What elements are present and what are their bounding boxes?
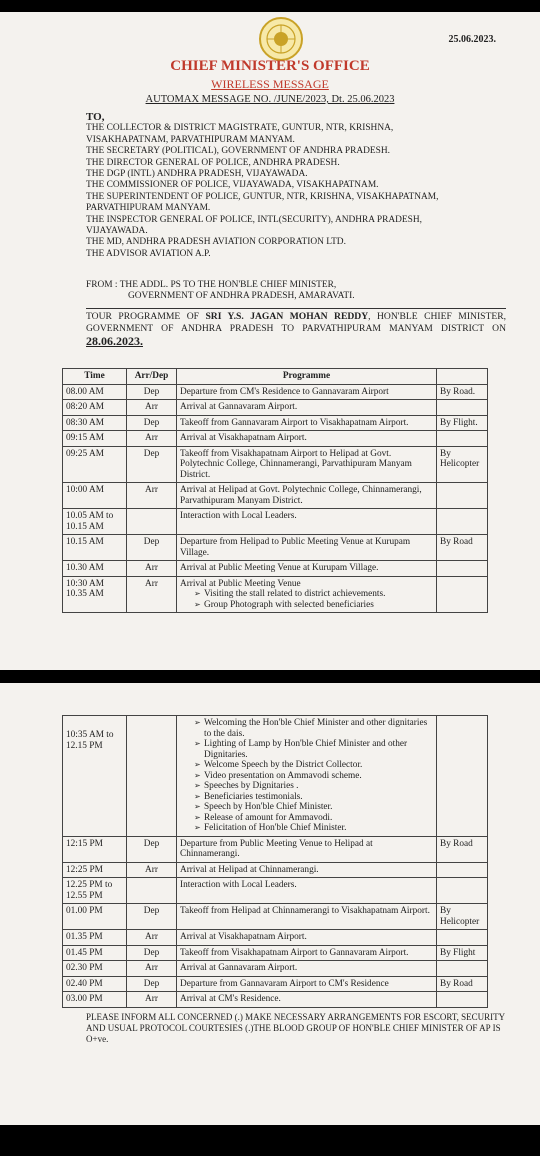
from-block <box>86 280 506 303</box>
tour-text: TOUR PROGRAMME OF <box>86 311 206 322</box>
mode-cell <box>437 431 488 447</box>
programme-header: Programme <box>177 369 437 385</box>
arrdep-cell: Arr <box>127 961 177 977</box>
programme-cell <box>177 576 437 613</box>
arrdep-cell <box>127 509 177 535</box>
table-row <box>63 862 488 878</box>
time-cell: 08.00 AM <box>63 384 127 400</box>
table-row <box>63 400 488 416</box>
programme-cell: Arrival at Gannavaram Airport. <box>177 400 437 416</box>
list-item: ➢ Welcome Speech by the District Collector. <box>194 760 433 771</box>
arrdep-header: Arr/Dep <box>127 369 177 385</box>
list-item: ➢ Speech by Hon'ble Chief Minister. <box>194 802 433 813</box>
document-page-2 <box>0 683 540 1125</box>
time-value: 10:35 AM to 12.15 PM <box>66 730 114 751</box>
list-item: ➢ Beneficiaries testimonials. <box>194 792 433 803</box>
addressee-line: THE SECRETARY (POLITICAL), GOVERNMENT OF ANDHRA PRADESH. <box>86 146 390 157</box>
arrdep-cell: Dep <box>127 904 177 930</box>
arrdep-cell: Dep <box>127 836 177 862</box>
addressee-line: THE DGP (INTL) ANDHRA PRADESH, VIJAYAWADA. <box>86 169 308 180</box>
arrdep-cell: Arr <box>127 483 177 509</box>
from-line: GOVERNMENT OF ANDHRA PRADESH, AMARAVATI. <box>128 291 355 302</box>
message-type: WIRELESS MESSAGE <box>211 77 329 91</box>
table-row <box>63 446 488 483</box>
list-item: ➢ Visiting the stall related to district achievements. <box>194 589 433 600</box>
mode-cell: By Road. <box>437 384 488 400</box>
mode-cell: By Helicopter <box>437 446 488 483</box>
arrdep-cell: Dep <box>127 415 177 431</box>
addressee-line: THE COLLECTOR & DISTRICT MAGISTRATE, GUNTUR, NTR, KRISHNA, <box>86 123 394 134</box>
programme-cell: Arrival at Visakhapatnam Airport. <box>177 431 437 447</box>
arrdep-cell: Arr <box>127 992 177 1008</box>
table-row <box>63 992 488 1008</box>
addressee-line: THE ADVISOR AVIATION A.P. <box>86 248 211 259</box>
programme-cell: Departure from Public Meeting Venue to Helipad at Chinnamerangi. <box>177 836 437 862</box>
tour-programme-heading <box>86 308 506 349</box>
schedule-table <box>62 368 488 613</box>
time-value: 10.35 AM <box>66 589 104 599</box>
mode-cell <box>437 862 488 878</box>
mode-cell <box>437 509 488 535</box>
mode-cell: By Helicopter <box>437 904 488 930</box>
mode-cell: By Flight. <box>437 415 488 431</box>
list-item: ➢ Welcoming the Hon'ble Chief Minister and other dignitaries to the dais. <box>194 718 433 739</box>
mode-cell <box>437 961 488 977</box>
programme-cell: Arrival at Helipad at Govt. Polytechnic College, Chinnamerangi, Parvathipuram Manyam District. <box>177 483 437 509</box>
time-cell <box>63 716 127 837</box>
to-label: TO, <box>86 111 105 123</box>
programme-cell: Interaction with Local Leaders. <box>177 878 437 904</box>
addressee-line: THE DIRECTOR GENERAL OF POLICE, ANDHRA PRADESH. <box>86 157 340 168</box>
arrdep-cell: Dep <box>127 976 177 992</box>
programme-cell: Departure from CM's Residence to Gannavaram Airport <box>177 384 437 400</box>
arrdep-cell: Arr <box>127 576 177 613</box>
mode-cell: By Road <box>437 976 488 992</box>
addressee-line: VISAKHAPATNAM, PARVATHIPURAM MANYAM. <box>86 134 295 145</box>
arrdep-cell <box>127 716 177 837</box>
meeting-items-list <box>180 589 433 610</box>
time-cell: 12:15 PM <box>63 836 127 862</box>
programme-cell: Arrival at Helipad at Chinnamerangi. <box>177 862 437 878</box>
time-cell: 03.00 PM <box>63 992 127 1008</box>
mode-cell <box>437 930 488 946</box>
table-header-row <box>63 369 488 385</box>
time-cell: 01.45 PM <box>63 945 127 961</box>
time-cell: 10.15 AM <box>63 535 127 561</box>
time-header: Time <box>63 369 127 385</box>
table-row <box>63 961 488 977</box>
table-row <box>63 483 488 509</box>
list-item: ➢ Release of amount for Ammavodi. <box>194 813 433 824</box>
arrdep-cell: Arr <box>127 431 177 447</box>
mode-cell <box>437 878 488 904</box>
addressee-line: THE INSPECTOR GENERAL OF POLICE, INTL(SECURITY), ANDHRA PRADESH, <box>86 214 422 225</box>
time-cell: 08:20 AM <box>63 400 127 416</box>
table-row <box>63 716 488 837</box>
programme-cell: Takeoff from Visakhapatnam Airport to Helipad at Govt. Polytechnic College, Chinnamerangi, Parvathipuram Manyam District. <box>177 446 437 483</box>
mode-cell <box>437 992 488 1008</box>
mode-cell <box>437 400 488 416</box>
tour-text: , HON'BLE CHIEF MINISTER, GOVERNMENT OF ANDHRA PRADESH TO PARVATHIPURAM MANYAM DISTRICT ON <box>86 311 506 334</box>
time-cell: 10.05 AM to 10.15 AM <box>63 509 127 535</box>
addressee-line: VIJAYAWADA. <box>86 226 148 237</box>
event-items-list <box>180 718 433 834</box>
arrdep-cell: Dep <box>127 384 177 400</box>
table-row <box>63 930 488 946</box>
mode-cell: By Flight <box>437 945 488 961</box>
addressee-line: THE SUPERINTENDENT OF POLICE, GUNTUR, NTR, KRISHNA, VISAKHAPATNAM, <box>86 191 439 202</box>
mode-cell <box>437 576 488 613</box>
time-cell: 02.30 PM <box>63 961 127 977</box>
mode-cell <box>437 483 488 509</box>
message-number: AUTOMAX MESSAGE NO. /JUNE/2023, Dt. 25.06.2023 <box>145 94 395 105</box>
list-item: ➢ Group Photograph with selected beneficiaries <box>194 600 433 611</box>
time-cell: 09:15 AM <box>63 431 127 447</box>
table-row <box>63 904 488 930</box>
mode-cell: By Road <box>437 836 488 862</box>
list-item: ➢ Lighting of Lamp by Hon'ble Chief Minister and other Dignitaries. <box>194 739 433 760</box>
addressee-line: PARVATHIPURAM MANYAM. <box>86 203 211 214</box>
arrdep-cell: Arr <box>127 930 177 946</box>
time-cell: 01.35 PM <box>63 930 127 946</box>
time-cell: 10:00 AM <box>63 483 127 509</box>
time-cell: 02.40 PM <box>63 976 127 992</box>
programme-cell: Interaction with Local Leaders. <box>177 509 437 535</box>
tour-date: 28.06.2023. <box>86 334 143 348</box>
time-cell <box>63 576 127 613</box>
table-row <box>63 561 488 577</box>
programme-cell: Takeoff from Helipad at Chinnamerangi to Visakhapatnam Airport. <box>177 904 437 930</box>
arrdep-cell: Dep <box>127 446 177 483</box>
programme-cell: Takeoff from Gannavaram Airport to Visakhapatnam Airport. <box>177 415 437 431</box>
table-row <box>63 535 488 561</box>
mode-header <box>437 369 488 385</box>
table-row <box>63 836 488 862</box>
addressee-block <box>86 112 506 260</box>
programme-cell: Arrival at Visakhapatnam Airport. <box>177 930 437 946</box>
arrdep-cell: Dep <box>127 535 177 561</box>
state-emblem-icon <box>258 16 304 62</box>
document-page-1 <box>0 12 540 670</box>
cm-name: SRI Y.S. JAGAN MOHAN REDDY <box>205 311 369 322</box>
time-cell: 12:25 PM <box>63 862 127 878</box>
time-value: 10:30 AM <box>66 578 104 589</box>
addressee-line: THE MD, ANDHRA PRADESH AVIATION CORPORATION LTD. <box>86 237 346 248</box>
arrdep-cell: Arr <box>127 400 177 416</box>
from-line: FROM : THE ADDL. PS TO THE HON'BLE CHIEF MINISTER, <box>86 280 337 290</box>
list-item: ➢ Felicitation of Hon'ble Chief Minister. <box>194 823 433 834</box>
schedule-table <box>62 715 488 1008</box>
footer-note: PLEASE INFORM ALL CONCERNED (.) MAKE NECESSARY ARRANGEMENTS FOR ESCORT, SECURITY AND USUAL PROTOCOL COURTESIES (.)THE BLOOD GROUP OF HON'BLE CHIEF MINISTER OF AP IS O+ve. <box>86 1012 505 1044</box>
mode-cell: By Road <box>437 535 488 561</box>
mode-cell <box>437 716 488 837</box>
programme-cell: Arrival at Public Meeting Venue at Kurupam Village. <box>177 561 437 577</box>
programme-cell: Arrival at Gannavaram Airport. <box>177 961 437 977</box>
arrdep-cell: Arr <box>127 561 177 577</box>
arrdep-cell <box>127 878 177 904</box>
table-row <box>63 384 488 400</box>
office-title: CHIEF MINISTER'S OFFICE <box>170 58 370 74</box>
table-row <box>63 945 488 961</box>
addressee-line: THE COMMISSIONER OF POLICE, VIJAYAWADA, VISAKHAPATNAM. <box>86 180 379 191</box>
table-row <box>63 976 488 992</box>
arrdep-cell: Dep <box>127 945 177 961</box>
time-cell: 08:30 AM <box>63 415 127 431</box>
programme-cell: Departure from Helipad to Public Meeting Venue at Kurupam Village. <box>177 535 437 561</box>
list-item: ➢ Video presentation on Ammavodi scheme. <box>194 771 433 782</box>
time-cell: 09:25 AM <box>63 446 127 483</box>
time-cell: 12.25 PM to 12.55 PM <box>63 878 127 904</box>
mode-cell <box>437 561 488 577</box>
programme-cell <box>177 716 437 837</box>
programme-cell: Takeoff from Visakhapatnam Airport to Gannavaram Airport. <box>177 945 437 961</box>
table-row <box>63 509 488 535</box>
table-row <box>63 431 488 447</box>
message-date: 25.06.2023. <box>448 34 496 45</box>
table-row <box>63 878 488 904</box>
table-row <box>63 415 488 431</box>
table-row <box>63 576 488 613</box>
list-item: ➢ Speeches by Dignitaries . <box>194 781 433 792</box>
time-cell: 01.00 PM <box>63 904 127 930</box>
programme-cell: Arrival at CM's Residence. <box>177 992 437 1008</box>
time-cell: 10.30 AM <box>63 561 127 577</box>
programme-cell: Departure from Gannavaram Airport to CM's Residence <box>177 976 437 992</box>
programme-text: Arrival at Public Meeting Venue <box>180 578 301 589</box>
arrdep-cell: Arr <box>127 862 177 878</box>
